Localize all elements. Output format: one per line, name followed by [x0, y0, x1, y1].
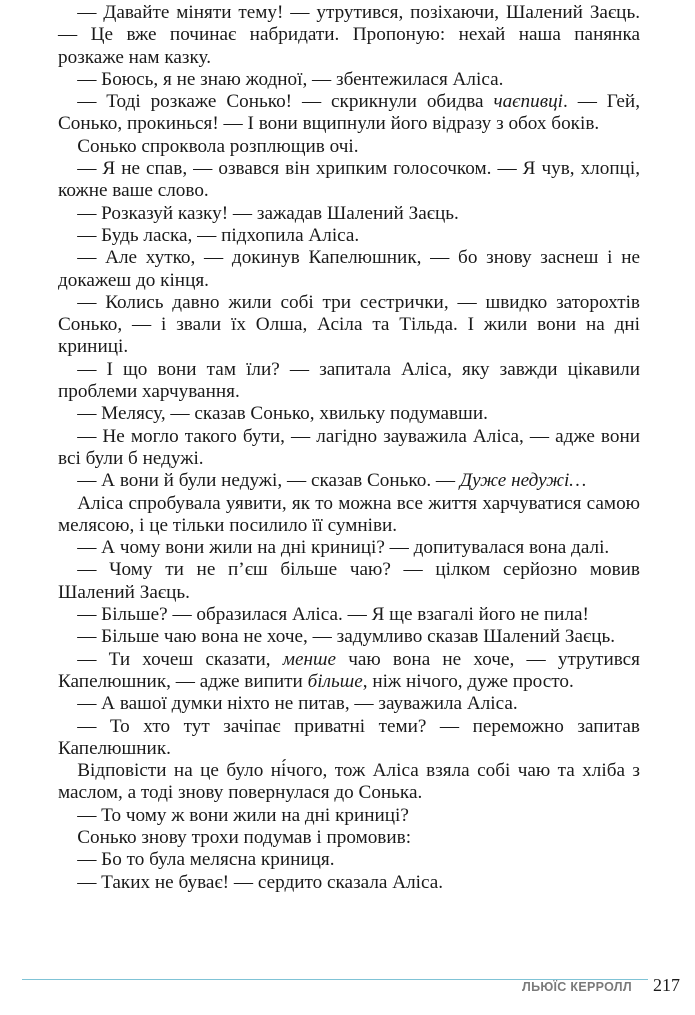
text-run: — Не могло такого бути, — лагідно зауважила Аліса, — адже вони всі були б недужі. — [58, 425, 640, 469]
paragraph — [58, 69, 640, 91]
page-number: 217 — [653, 975, 680, 995]
text-run: — Боюсь, я не знаю жодної, — збентежилася Аліса. — [77, 68, 504, 90]
paragraph — [58, 849, 640, 871]
paragraph — [58, 537, 640, 559]
text-run: чаю вона не хоче, — утрутився Капелюшник, — адже випити — [58, 648, 641, 692]
italic-text: чаєпивці — [493, 91, 563, 113]
text-run: . — Гей, Сонько, прокинься! — І вони вщипнули його відразу з обох боків. — [58, 91, 640, 135]
italic-text: менше — [282, 648, 336, 670]
paragraph — [58, 470, 640, 492]
paragraph — [58, 827, 640, 849]
paragraph — [58, 2, 640, 69]
text-run: — Ти хочеш сказати, — [77, 648, 283, 670]
paragraph — [58, 649, 640, 694]
paragraph — [58, 559, 640, 604]
paragraph — [58, 426, 640, 471]
paragraph — [58, 158, 640, 203]
paragraph — [58, 203, 640, 225]
text-run: — То хто тут зачіпає приватні теми? — переможно запитав Капелюшник. — [58, 715, 640, 759]
paragraph — [58, 805, 640, 827]
text-run: — То чому ж вони жили на дні криниці? — [77, 804, 409, 826]
text-run: Аліса спробувала уявити, як то можна все життя харчуватися самою мелясою, і це тільки посилило її сумніви. — [58, 492, 640, 536]
page-body — [58, 2, 640, 894]
paragraph — [58, 626, 640, 648]
text-run: — Чому ти не п’єш більше чаю? — цілком серйозно мовив Шалений Заєць. — [58, 559, 640, 603]
text-run: — Колись давно жили собі три сестрички, — швидко заторохтів Сонько, — і звали їх Олша, Асіла та Тільда. І жили вони на дні криниці. — [58, 291, 640, 358]
italic-text: більше — [307, 670, 363, 692]
paragraph — [58, 760, 640, 805]
paragraph — [58, 225, 640, 247]
paragraph — [58, 359, 640, 404]
text-run: Відповісти на це було ні́чого, тож Аліса взяла собі чаю та хліба з маслом, а тоді знову повернулася до Сонька. — [58, 760, 640, 804]
italic-text: Дуже недужі… — [459, 470, 587, 492]
text-run: — Бо то була мелясна криниця. — [77, 849, 335, 871]
footer-author: ЛЬЮЇС КЕРРОЛЛ — [522, 980, 632, 994]
paragraph — [58, 136, 640, 158]
paragraph — [58, 247, 640, 292]
text-run: Сонько знову трохи подумав і промовив: — [77, 826, 412, 848]
paragraph — [58, 604, 640, 626]
text-run: — Більше чаю вона не хоче, — задумливо сказав Шалений Заєць. — [77, 626, 616, 648]
text-run: — А вони й були недужі, — сказав Сонько. — — [77, 470, 460, 492]
text-run: — Більше? — образилася Аліса. — Я ще взагалі його не пила! — [77, 604, 589, 626]
paragraph — [58, 872, 640, 894]
text-run: Сонько спроквола розплющив очі. — [77, 135, 359, 157]
text-run: — А чому вони жили на дні криниці? — допитувалася вона далі. — [77, 537, 610, 559]
text-run: — Будь ласка, — підхопила Аліса. — [77, 224, 360, 246]
paragraph — [58, 493, 640, 538]
text-run: — Тоді розкаже Сонько! — скрикнули обидва — [77, 91, 494, 113]
text-run: — Я не спав, — озвався він хрипким голосочком. — Я чув, хлопці, кожне ваше слово. — [58, 158, 640, 202]
paragraph — [58, 292, 640, 359]
text-run: — Таких не буває! — сердито сказала Аліса. — [77, 871, 444, 893]
paragraph — [58, 716, 640, 761]
text-run: — А вашої думки ніхто не питав, — зауважила Аліса. — [77, 693, 518, 715]
text-run: — Давайте міняти тему! — утрутився, позіхаючи, Шалений Заєць. — Це вже починає набридати. Пропоную: нехай наша панянка розкаже нам казку. — [58, 2, 640, 68]
text-run: — І що вони там їли? — запитала Аліса, яку завжди цікавили проблеми харчування. — [58, 358, 640, 403]
paragraph — [58, 693, 640, 715]
text-run: — Розказуй казку! — зажадав Шалений Заєць. — [77, 202, 459, 224]
paragraph — [58, 403, 640, 425]
text-run: — Мелясу, — сказав Сонько, хвильку подумавши. — [77, 403, 488, 425]
text-run: — Але хутко, — докинув Капелюшник, — бо знову заснеш і не докажеш до кінця. — [58, 247, 640, 291]
text-run: , ніж нічого, дуже просто. — [362, 670, 574, 692]
paragraph — [58, 91, 640, 136]
